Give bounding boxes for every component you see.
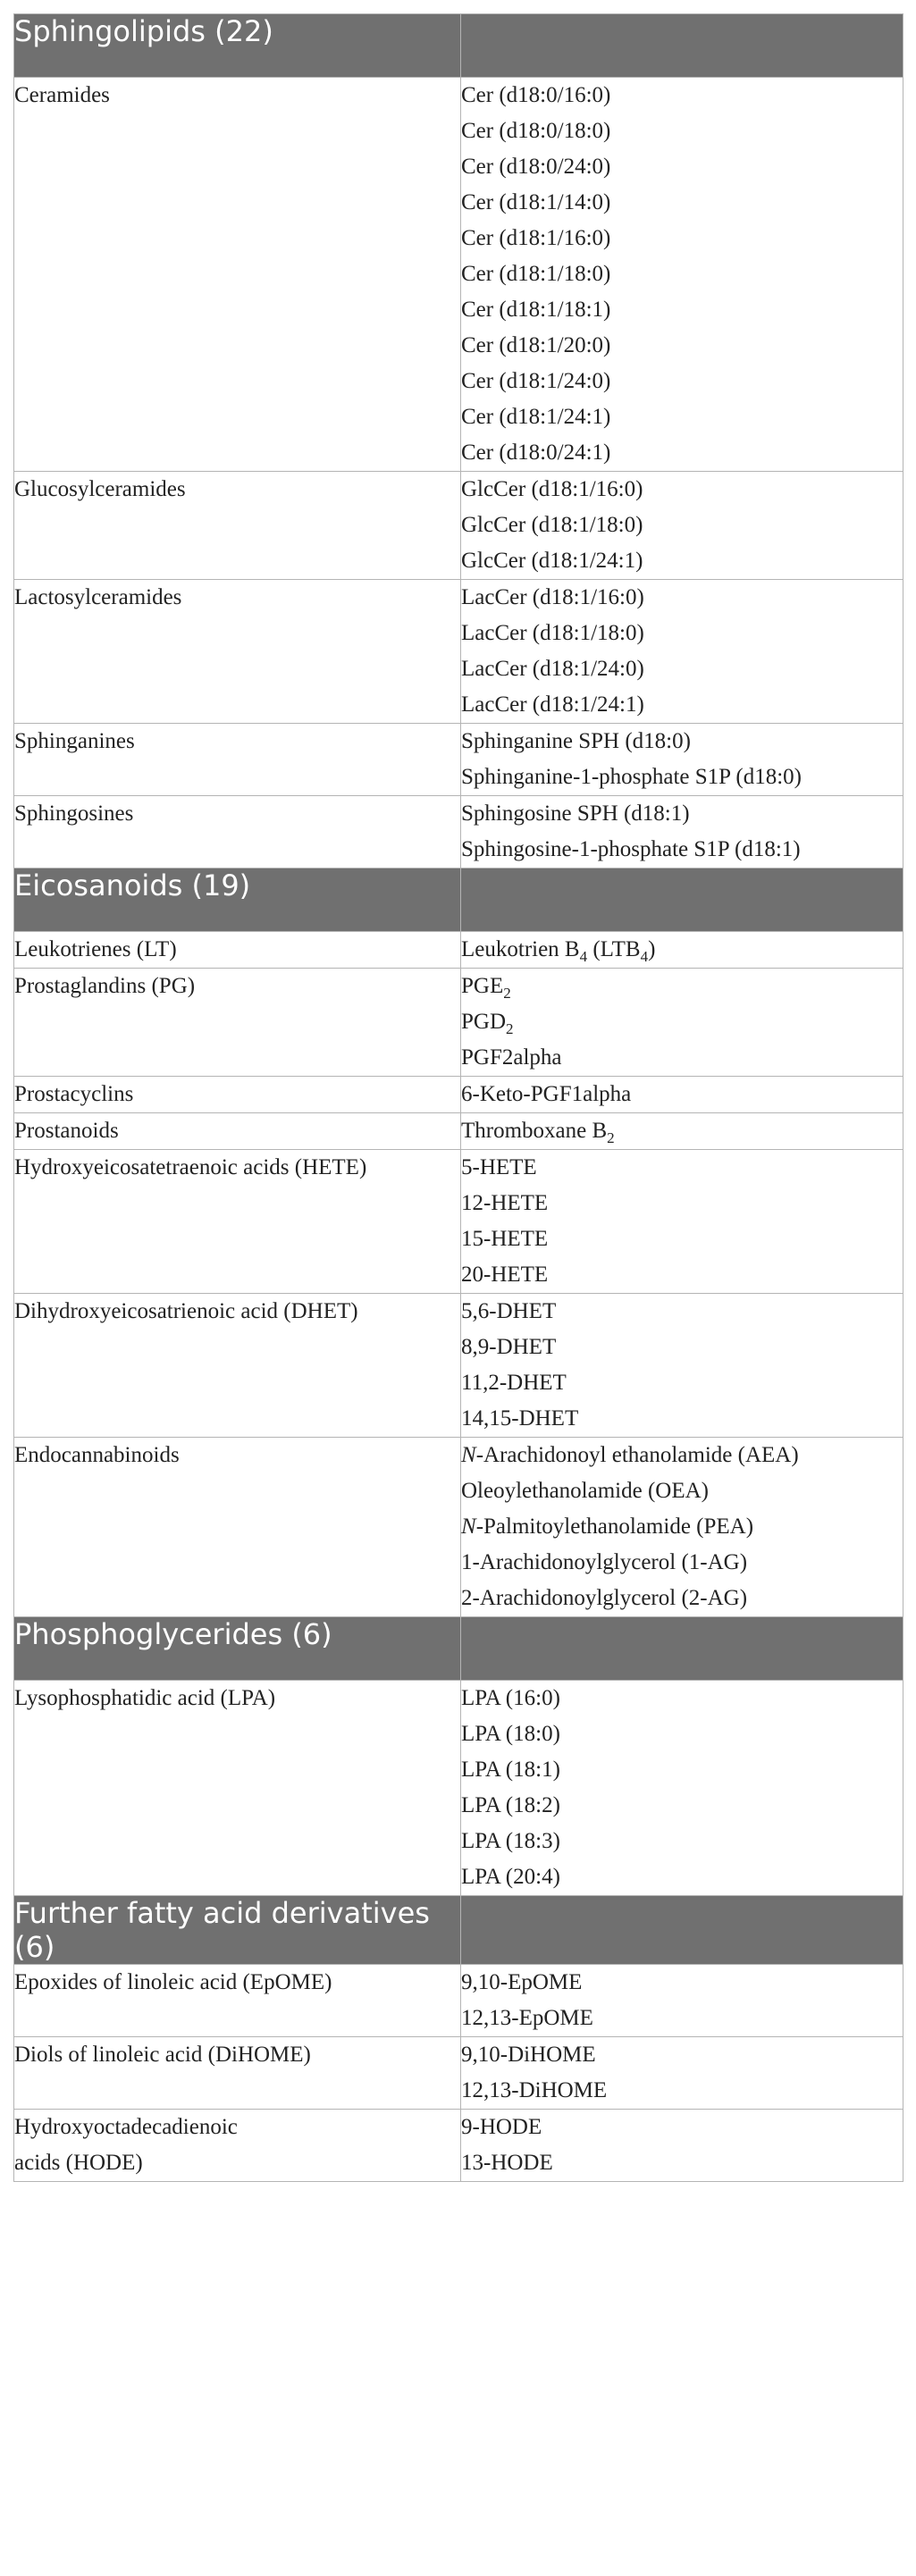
section-header-further-fatty-acid-derivatives-6 — [14, 1896, 903, 1965]
lipid-species-item: 12-HETE — [461, 1191, 549, 1215]
lipid-species-cell — [461, 932, 903, 969]
lipid-species-item: Cer (d18:0/24:1) — [461, 441, 611, 465]
table-row — [14, 796, 903, 868]
lipid-species-item: Oleoylethanolamide (OEA) — [461, 1479, 709, 1503]
lipid-class-cell — [14, 2037, 461, 2110]
lipid-species-item: Cer (d18:1/18:1) — [461, 298, 611, 322]
section-title: Eicosanoids (19) — [14, 868, 461, 932]
lipid-class-label: Lysophosphatidic acid (LPA) — [14, 1686, 276, 1710]
lipid-class-label: acids (HODE) — [14, 2151, 143, 2175]
lipid-species-cell — [461, 1965, 903, 2037]
table-row — [14, 1077, 903, 1113]
lipid-species-item: LacCer (d18:1/24:0) — [461, 657, 644, 681]
lipid-class-cell — [14, 1077, 461, 1113]
lipid-class-cell — [14, 796, 461, 868]
table-row — [14, 1294, 903, 1438]
lipid-class-cell — [14, 724, 461, 796]
section-header-sphingolipids-22 — [14, 14, 903, 78]
lipid-species-cell — [461, 1438, 903, 1617]
lipid-species-cell — [461, 1113, 903, 1150]
lipid-species-item: 13-HODE — [461, 2151, 553, 2175]
lipid-species-item: Sphinganine SPH (d18:0) — [461, 729, 691, 753]
table-row — [14, 1965, 903, 2037]
lipid-species-item: 5-HETE — [461, 1155, 537, 1179]
table-row — [14, 1150, 903, 1294]
table-row — [14, 78, 903, 472]
lipid-species-item: Cer (d18:1/14:0) — [461, 190, 611, 214]
lipid-species-item: Cer (d18:1/24:1) — [461, 405, 611, 429]
lipid-class-cell — [14, 969, 461, 1077]
lipid-species-cell — [461, 2110, 903, 2182]
lipid-species-item: Thromboxane $B_2$ — [461, 1119, 615, 1146]
lipid-class-label: Prostacyclins — [14, 1082, 134, 1106]
lipid-class-cell — [14, 932, 461, 969]
lipid-species-item: 15-HETE — [461, 1227, 549, 1251]
lipid-species-item: 9,10-EpOME — [461, 1970, 583, 1994]
lipid-species-item: 11,2-DHET — [461, 1371, 567, 1395]
lipid-species-item: LPA (18:3) — [461, 1829, 560, 1853]
lipid-class-cell — [14, 78, 461, 472]
lipid-species-cell — [461, 78, 903, 472]
lipid-class-cell — [14, 1113, 461, 1150]
lipid-species-item: Leukotrien $B_4$ $(LTB_4)$ — [461, 937, 656, 965]
lipid-species-item: 12,13-EpOME — [461, 2006, 593, 2030]
lipid-species-item: 5,6-DHET — [461, 1299, 557, 1323]
table-row — [14, 2037, 903, 2110]
section-header-blank-cell — [461, 1617, 903, 1681]
lipid-species-item: Cer (d18:0/24:0) — [461, 155, 611, 179]
lipid-class-cell — [14, 2110, 461, 2182]
lipid-species-item: 20-HETE — [461, 1263, 549, 1287]
lipid-species-item: PGF2alpha — [461, 1045, 562, 1070]
section-title: Further fatty acid derivatives (6) — [14, 1896, 461, 1965]
lipid-species-item: LacCer (d18:1/24:1) — [461, 692, 644, 717]
lipid-species-cell — [461, 472, 903, 580]
lipid-species-item: 9-HODE — [461, 2115, 542, 2139]
lipid-species-item: N-Palmitoylethanolamide (PEA) — [461, 1515, 754, 1539]
lipid-class-cell — [14, 472, 461, 580]
lipid-species-item: Cer (d18:1/20:0) — [461, 333, 611, 357]
lipid-species-item: LPA (18:0) — [461, 1722, 560, 1746]
table-row — [14, 2110, 903, 2182]
lipid-species-item: 1-Arachidonoylglycerol (1-AG) — [461, 1550, 748, 1574]
lipid-class-label: Leukotrienes (LT) — [14, 937, 177, 961]
lipid-species-cell — [461, 1077, 903, 1113]
lipid-class-label: Dihydroxyeicosatrienoic acid (DHET) — [14, 1299, 358, 1323]
lipid-species-item: LPA (16:0) — [461, 1686, 560, 1710]
lipid-species-item: Sphinganine-1-phosphate S1P (d18:0) — [461, 765, 802, 789]
lipid-class-label: Sphingosines — [14, 801, 134, 826]
lipid-species-item: $PGE_2$ — [461, 974, 511, 1002]
lipid-species-item: GlcCer (d18:1/24:1) — [461, 549, 643, 573]
table-row — [14, 1113, 903, 1150]
lipid-species-cell — [461, 1150, 903, 1294]
lipid-species-cell — [461, 724, 903, 796]
section-header-phosphoglycerides-6 — [14, 1617, 903, 1681]
lipid-species-cell — [461, 2037, 903, 2110]
lipid-species-item: N-Arachidonoyl ethanolamide (AEA) — [461, 1443, 799, 1467]
lipid-species-item: LPA (20:4) — [461, 1865, 560, 1889]
lipid-species-cell — [461, 1294, 903, 1438]
lipid-species-item: Sphingosine-1-phosphate S1P (d18:1) — [461, 837, 801, 861]
lipid-species-item: Cer (d18:1/24:0) — [461, 369, 611, 393]
table-row — [14, 724, 903, 796]
lipid-class-label: Hydroxyeicosatetraenoic acids (HETE) — [14, 1155, 367, 1179]
lipid-species-item: 8,9-DHET — [461, 1335, 557, 1359]
lipid-class-table — [13, 13, 903, 2182]
lipid-class-cell — [14, 580, 461, 724]
lipid-class-label: Prostaglandins (PG) — [14, 974, 196, 998]
table-row — [14, 1438, 903, 1617]
table-body — [14, 14, 903, 2182]
lipid-species-item: 2-Arachidonoylglycerol (2-AG) — [461, 1586, 748, 1610]
lipid-species-item: GlcCer (d18:1/18:0) — [461, 513, 643, 537]
lipid-species-item: LacCer (d18:1/18:0) — [461, 621, 644, 645]
lipid-class-label: Lactosylceramides — [14, 585, 182, 609]
lipid-species-item: LacCer (d18:1/16:0) — [461, 585, 644, 609]
section-title: Sphingolipids (22) — [14, 14, 461, 78]
table-row — [14, 1681, 903, 1896]
lipid-species-cell — [461, 796, 903, 868]
section-header-blank-cell — [461, 14, 903, 78]
table-row — [14, 580, 903, 724]
lipid-class-cell — [14, 1681, 461, 1896]
lipid-class-label: Ceramides — [14, 83, 110, 107]
table-row — [14, 932, 903, 969]
lipid-class-cell — [14, 1438, 461, 1617]
lipid-species-cell — [461, 580, 903, 724]
lipid-species-item: $PGD_2$ — [461, 1010, 514, 1037]
section-header-blank-cell — [461, 868, 903, 932]
lipid-class-cell — [14, 1150, 461, 1294]
table-row — [14, 969, 903, 1077]
lipid-class-label: Hydroxyoctadecadienoic — [14, 2115, 238, 2139]
lipid-species-item: 12,13-DiHOME — [461, 2078, 608, 2102]
lipid-species-item: 14,15-DHET — [461, 1406, 579, 1431]
table-row — [14, 472, 903, 580]
lipid-species-cell — [461, 1681, 903, 1896]
lipid-class-label: Epoxides of linoleic acid (EpOME) — [14, 1970, 332, 1994]
section-title: Phosphoglycerides (6) — [14, 1617, 461, 1681]
lipid-class-label: Diols of linoleic acid (DiHOME) — [14, 2043, 311, 2067]
lipid-species-item: 6-Keto-PGF1alpha — [461, 1082, 632, 1106]
lipid-species-item: Cer (d18:0/18:0) — [461, 119, 611, 143]
section-header-blank-cell — [461, 1896, 903, 1965]
lipid-species-item: Sphingosine SPH (d18:1) — [461, 801, 690, 826]
lipid-species-item: LPA (18:2) — [461, 1793, 560, 1817]
lipid-species-cell — [461, 969, 903, 1077]
lipid-species-item: LPA (18:1) — [461, 1758, 560, 1782]
lipid-species-item: Cer (d18:1/18:0) — [461, 262, 611, 286]
lipid-species-item: GlcCer (d18:1/16:0) — [461, 477, 643, 501]
lipid-class-label: Glucosylceramides — [14, 477, 186, 501]
lipid-species-item: Cer (d18:0/16:0) — [461, 83, 611, 107]
lipid-class-label: Sphinganines — [14, 729, 135, 753]
lipid-class-cell — [14, 1294, 461, 1438]
lipid-class-cell — [14, 1965, 461, 2037]
lipid-species-item: Cer (d18:1/16:0) — [461, 226, 611, 250]
section-header-eicosanoids-19 — [14, 868, 903, 932]
lipid-species-item: 9,10-DiHOME — [461, 2043, 596, 2067]
lipid-class-label: Endocannabinoids — [14, 1443, 180, 1467]
lipid-class-label: Prostanoids — [14, 1119, 119, 1143]
